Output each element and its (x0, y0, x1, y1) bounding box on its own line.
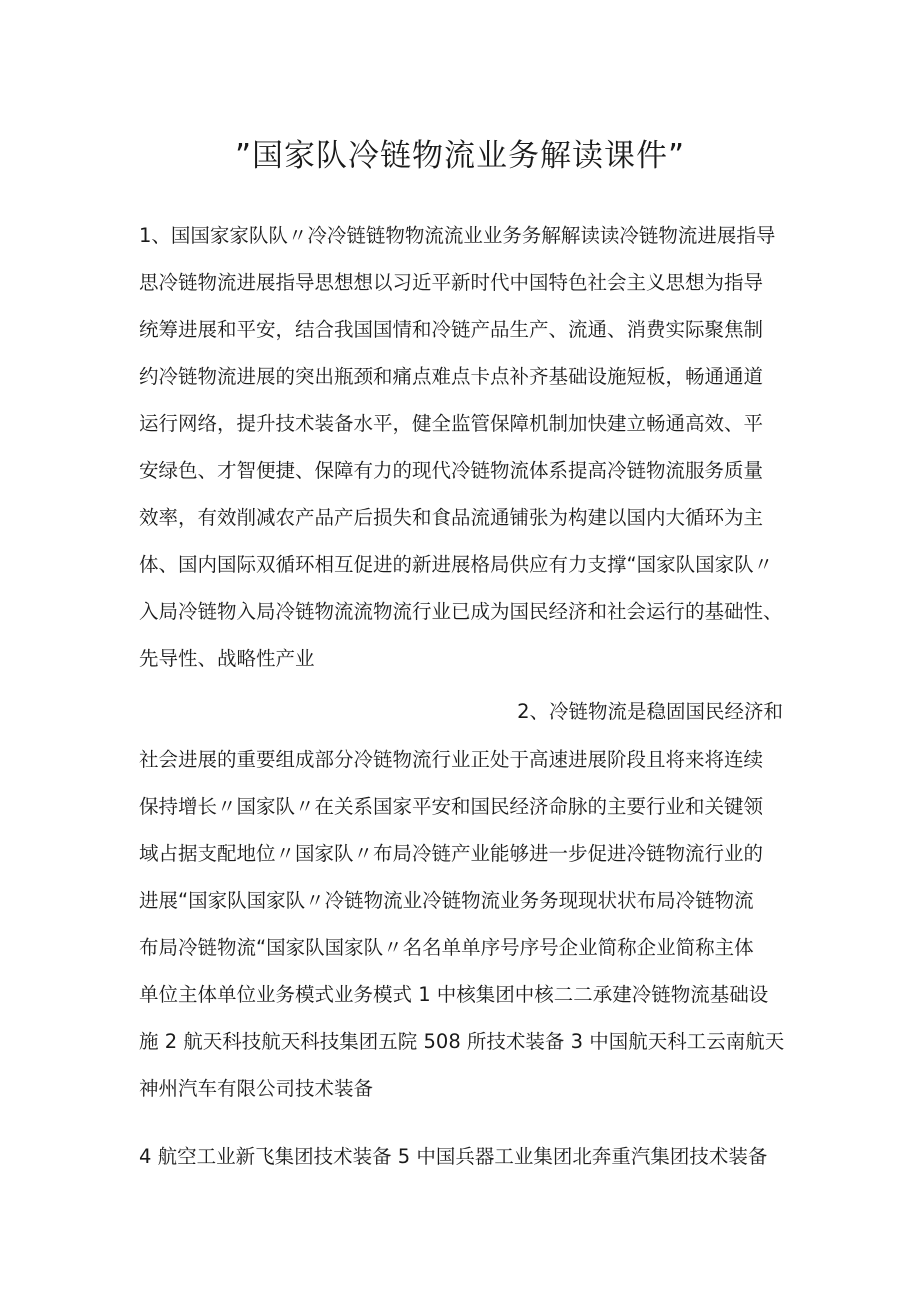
paragraph-3-line: 4 航空工业新飞集团技术装备 5 中国兵器工业集团北奔重汽集团技术装备 (139, 1145, 768, 1168)
paragraph-2-line: 域占据支配地位〃国家队〃布局冷链产业能够进一步促进冷链物流行业的 (139, 842, 764, 865)
paragraph-1-line: 运行网络，提升技术装备水平，健全监管保障机制加快建立畅通高效、平 (139, 412, 764, 435)
paragraph-1-line: 思冷链物流进展指导思想想以习近平新时代中国特色社会主义思想为指导 (139, 271, 764, 294)
paragraph-1-line: 效率，有效削减农产品产后损失和食品流通铺张为构建以国内大循环为主 (139, 506, 764, 529)
paragraph-1-line: 体、国内国际双循环相互促进的新进展格局供应有力支撑“国家队国家队〃 (139, 553, 774, 576)
paragraph-2-line: 保持增长〃国家队〃在关系国家平安和国民经济命脉的主要行业和关键领 (139, 795, 764, 818)
paragraph-2-first-line: 2、冷链物流是稳固国民经济和 (517, 700, 783, 723)
document-title: ”国家队冷链物流业务解读课件” (234, 138, 686, 174)
paragraph-1-line: 1、国国家家队队〃冷冷链链物物流流业业务务解解读读冷链物流进展指导 (139, 224, 776, 247)
paragraph-2-line: 社会进展的重要组成部分冷链物流行业正处于高速进展阶段且将来将连续 (139, 748, 764, 771)
paragraph-2-line: 布局冷链物流“国家队国家队〃名名单单序号序号企业简称企业简称主体 (139, 936, 754, 959)
paragraph-1-line: 入局冷链物入局冷链物流流物流行业已成为国民经济和社会运行的基础性、 (139, 600, 783, 623)
paragraph-1-line: 安绿色、才智便捷、保障有力的现代冷链物流体系提高冷链物流服务质量 (139, 459, 764, 482)
paragraph-2-line: 单位主体单位业务模式业务模式 1 中核集团中核二二承建冷链物流基础设 (139, 983, 769, 1006)
paragraph-2-line: 神州汽车有限公司技术装备 (139, 1077, 374, 1100)
paragraph-1-line: 先导性、战略性产业 (139, 647, 315, 670)
paragraph-1-line: 约冷链物流进展的突出瓶颈和痛点难点卡点补齐基础设施短板，畅通通道 (139, 365, 764, 388)
paragraph-1-line: 统筹进展和平安，结合我国国情和冷链产品生产、流通、消费实际聚焦制 (139, 318, 764, 341)
paragraph-2-line: 进展“国家队国家队〃冷链物流业冷链物流业务务现现状状布局冷链物流 (139, 889, 754, 912)
paragraph-2-line: 施 2 航天科技航天科技集团五院 508 所技术装备 3 中国航天科工云南航天 (139, 1030, 785, 1053)
